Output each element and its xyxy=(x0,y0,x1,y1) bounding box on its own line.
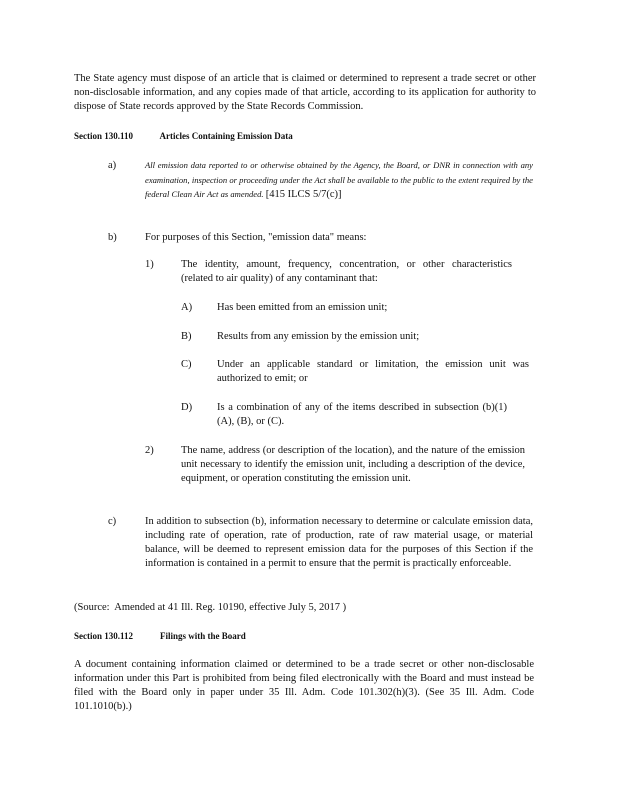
item-label-a: a) xyxy=(108,160,117,171)
item-label-b1c: C) xyxy=(181,359,192,370)
item-label-b: b) xyxy=(108,232,117,243)
item-label-b1a: A) xyxy=(181,302,193,313)
item-label-b1: 1) xyxy=(145,259,154,270)
item-label-c: c) xyxy=(108,516,117,527)
item-text-a xyxy=(145,158,533,203)
item-text-b2: The name, address (or description of the location), and the nature of the emission unit necessary to identify the emission unit, including a description of the device, equipment, or operation constituting the emission unit. xyxy=(181,445,525,484)
item-text-b1b: Results from any emission by the emission unit; xyxy=(217,331,420,342)
section-heading-130-110: Section 130.110 Articles Containing Emission Data xyxy=(74,131,293,141)
item-text-b1: The identity, amount, frequency, concentration, or other characteristics (related to air quality) of any contaminant that: xyxy=(181,259,512,284)
item-label-b2: 2) xyxy=(145,445,154,456)
item-text-b1c: Under an applicable standard or limitation, the emission unit was authorized to emit; or xyxy=(217,359,529,384)
item-label-b1b: B) xyxy=(181,331,192,342)
source-note: (Source: Amended at 41 Ill. Reg. 10190, effective July 5, 2017 ) xyxy=(74,602,347,613)
item-text-a-citation: [415 ILCS 5/7(c)] xyxy=(265,189,342,200)
item-text-b1d: Is a combination of any of the items described in subsection (b)(1)(A), (B), or (C). xyxy=(217,402,507,427)
section-heading-130-112: Section 130.112 Filings with the Board xyxy=(74,631,246,641)
item-text-b: For purposes of this Section, "emission data" means: xyxy=(145,232,367,243)
item-label-b1d: D) xyxy=(181,402,193,413)
item-text-b1a: Has been emitted from an emission unit; xyxy=(217,302,388,313)
item-text-c: In addition to subsection (b), information necessary to determine or calculate emission data, including rate of operation, rate of production, rate of raw material usage, or material balance, will be deemed to represent emission data for the purposes of this Section if the information is contained in a permit to ensure that the permit is practically enforceable. xyxy=(145,516,533,569)
item-text-a-italic: All emission data reported to or otherwise obtained by the Agency, the Board, or DNR in connection with any examination, inspection or proceeding under the Act shall be available to the public to the extent required by the federal Clean Air Act as amended. xyxy=(145,160,533,199)
final-paragraph: A document containing information claimed or determined to be a trade secret or other non-disclosable information under this Part is prohibited from being filed electronically with the Board and must instead be filed with the Board only in paper under 35 Ill. Adm. Code 101.302(h)(3). (See 35 Ill. Adm. Code 101.1010(b).) xyxy=(74,659,534,712)
intro-paragraph: The State agency must dispose of an article that is claimed or determined to represent a trade secret or other non-disclosable information, and any copies made of that article, according to its application for authority to dispose of State records approved by the State Records Commission. xyxy=(74,73,536,112)
